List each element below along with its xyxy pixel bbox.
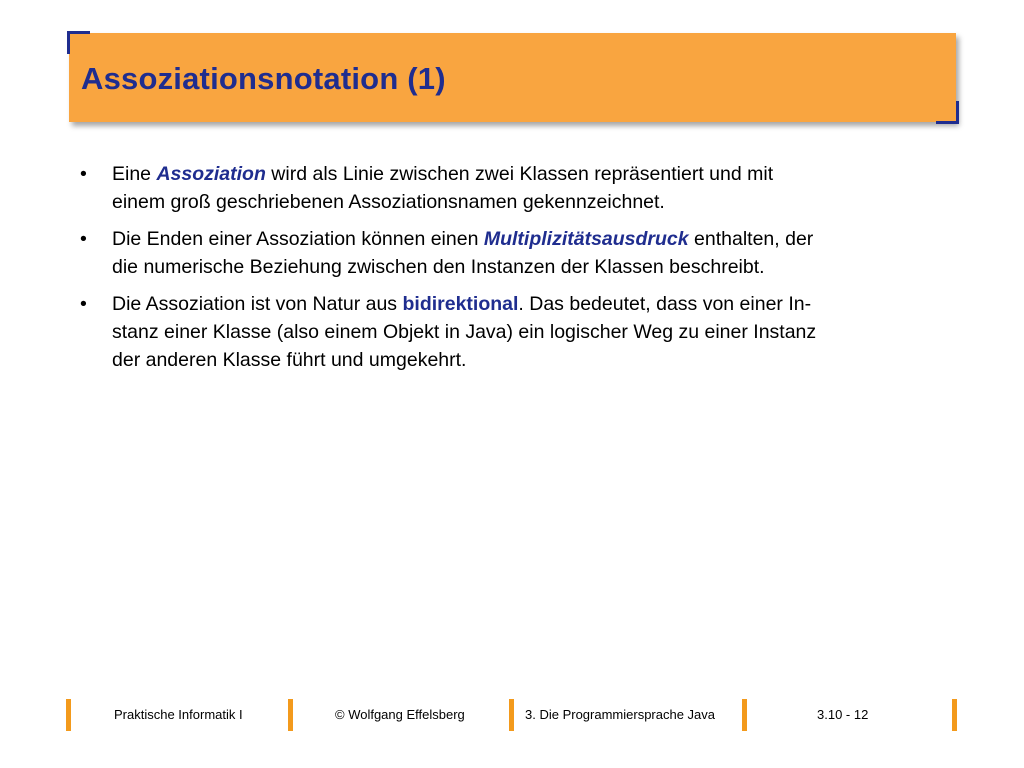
term-multiplizitaetsausdruck: Multiplizitätsausdruck bbox=[483, 228, 689, 250]
bullet-text: einem groß geschriebenen Assoziationsnamen gekennzeichnet. bbox=[112, 191, 665, 213]
bullet-dot: • bbox=[80, 228, 87, 250]
footer-page-number: 3.10 - 12 bbox=[817, 707, 869, 722]
title-bar bbox=[69, 33, 956, 122]
footer-divider bbox=[742, 699, 747, 731]
bullet-text: die numerische Beziehung zwischen den Instanzen der Klassen beschreibt. bbox=[112, 256, 765, 278]
footer-course: Praktische Informatik I bbox=[114, 707, 243, 722]
bullet-item-3 bbox=[80, 290, 960, 374]
footer-divider bbox=[288, 699, 293, 731]
footer-divider bbox=[952, 699, 957, 731]
footer-divider bbox=[66, 699, 71, 731]
term-bidirektional: bidirektional bbox=[402, 293, 519, 315]
slide-footer bbox=[0, 696, 1024, 740]
bullet-item-2 bbox=[80, 225, 960, 281]
bullet-dot: • bbox=[80, 163, 87, 185]
bullet-text: der anderen Klasse führt und umgekehrt. bbox=[112, 349, 467, 371]
title-corner-bottom-right bbox=[936, 101, 959, 124]
term-assoziation: Assoziation bbox=[156, 163, 266, 185]
footer-author: © Wolfgang Effelsberg bbox=[335, 707, 465, 722]
bullet-text: . Das bedeutet, dass von einer In- bbox=[518, 293, 812, 315]
bullet-text: Eine bbox=[112, 163, 157, 185]
bullet-item-1 bbox=[80, 160, 960, 216]
bullet-text: enthalten, der bbox=[688, 228, 814, 250]
footer-divider bbox=[509, 699, 514, 731]
bullet-dot: • bbox=[80, 293, 87, 315]
title-corner-top-left bbox=[67, 31, 90, 54]
footer-chapter: 3. Die Programmiersprache Java bbox=[525, 707, 716, 722]
slide-content bbox=[80, 160, 960, 383]
bullet-text: Die Assoziation ist von Natur aus bbox=[112, 293, 403, 315]
bullet-text: wird als Linie zwischen zwei Klassen repräsentiert und mit bbox=[265, 163, 774, 185]
bullet-text: stanz einer Klasse (also einem Objekt in Java) ein logischer Weg zu einer Instanz bbox=[112, 321, 817, 343]
slide-title: Assoziationsnotation (1) bbox=[81, 61, 446, 96]
bullet-text: Die Enden einer Assoziation können einen bbox=[112, 228, 484, 250]
